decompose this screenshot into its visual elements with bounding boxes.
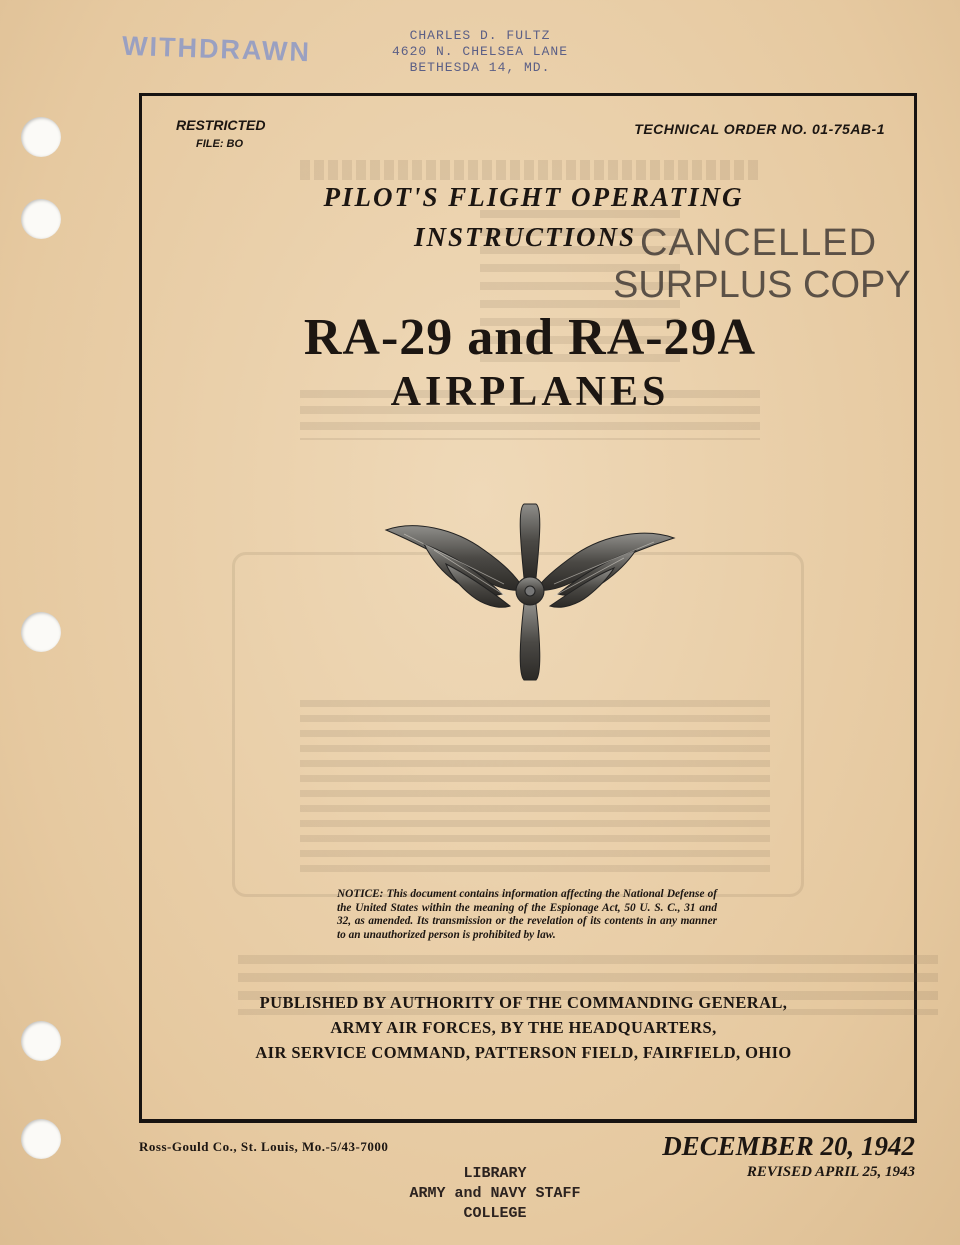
address-line: CHARLES D. FULTZ <box>409 28 551 43</box>
published-by-authority <box>0 990 960 1065</box>
address-stamp <box>0 28 960 76</box>
issue-date: DECEMBER 20, 1942 <box>662 1131 915 1161</box>
withdrawn-stamp: WITHDRAWN <box>121 30 312 68</box>
espionage-act-notice: NOTICE: This document contains information affecting the National Defense of the United States within the meaning of the Espionage Act, 50 U. S. C., 31 and 32, as amended. Its transmission or the revelation of its contents in any manner to an unauthorized person is prohibited by law. <box>337 888 717 941</box>
restricted-label: RESTRICTED <box>176 117 266 133</box>
published-line: PUBLISHED BY AUTHORITY OF THE COMMANDING GENERAL, <box>259 993 788 1012</box>
winged-propeller-icon <box>384 498 676 684</box>
binder-hole <box>21 117 61 157</box>
address-line: BETHESDA 14, MD. <box>409 60 551 75</box>
file-label: FILE: BO <box>196 138 244 150</box>
surplus-copy-stamp: SURPLUS COPY <box>613 264 911 306</box>
library-stamp-line: ARMY and NAVY STAFF <box>409 1185 581 1202</box>
technical-order-number: TECHNICAL ORDER NO. 01-75AB-1 <box>634 121 885 137</box>
binder-hole <box>21 612 61 652</box>
show-through-text <box>300 700 770 880</box>
published-line: ARMY AIR FORCES, BY THE HEADQUARTERS, <box>330 1018 717 1037</box>
document-title-line1: PILOT'S FLIGHT OPERATING <box>323 182 744 212</box>
revised-date: REVISED APRIL 25, 1943 <box>746 1164 915 1180</box>
binder-hole <box>21 1119 61 1159</box>
address-line: 4620 N. CHELSEA LANE <box>391 44 569 59</box>
published-line: AIR SERVICE COMMAND, PATTERSON FIELD, FAIRFIELD, OHIO <box>255 1043 792 1062</box>
library-stamp-line: COLLEGE <box>463 1205 527 1222</box>
aircraft-model-title: RA-29 and RA-29A <box>303 309 757 366</box>
airplanes-heading: AIRPLANES <box>390 369 670 415</box>
library-stamp <box>370 1164 620 1224</box>
printer-imprint: Ross-Gould Co., St. Louis, Mo.-5/43-7000 <box>139 1139 389 1154</box>
library-stamp-line: LIBRARY <box>463 1165 527 1182</box>
cancelled-stamp: CANCELLED <box>640 222 878 264</box>
document-title-line2: INSTRUCTIONS <box>414 222 637 252</box>
